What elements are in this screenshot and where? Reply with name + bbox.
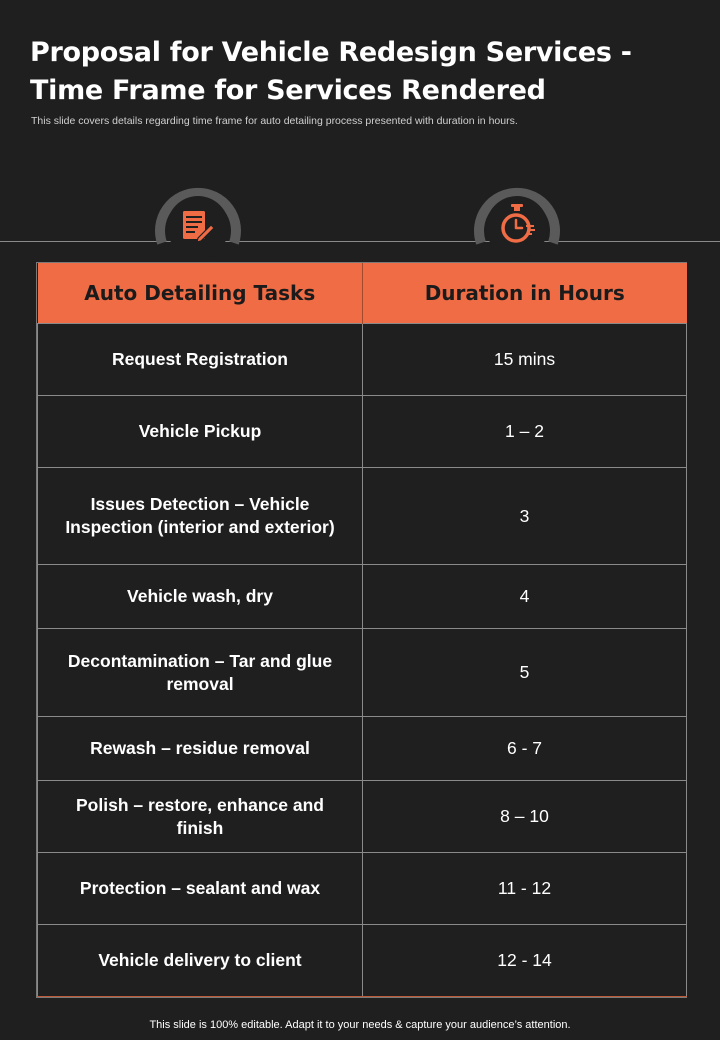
column-header-task: Auto Detailing Tasks xyxy=(38,263,363,324)
table-header-row xyxy=(38,263,687,324)
task-cell: Polish – restore, enhance and finish xyxy=(38,781,363,853)
task-cell: Rewash – residue removal xyxy=(38,717,363,781)
header-divider xyxy=(0,241,720,242)
task-cell: Vehicle Pickup xyxy=(38,396,363,468)
duration-cell: 1 – 2 xyxy=(363,396,687,468)
duration-cell: 8 – 10 xyxy=(363,781,687,853)
table-row xyxy=(38,853,687,925)
duration-cell: 3 xyxy=(363,468,687,565)
footer-note: This slide is 100% editable. Adapt it to your needs & capture your audience’s attention. xyxy=(149,1019,571,1031)
duration-badge xyxy=(473,183,561,271)
task-cell: Vehicle delivery to client xyxy=(38,925,363,997)
duration-cell: 5 xyxy=(363,629,687,717)
duration-cell: 4 xyxy=(363,565,687,629)
table-row xyxy=(38,324,687,396)
table-row xyxy=(38,565,687,629)
task-cell: Decontamination – Tar and glue removal xyxy=(38,629,363,717)
task-cell: Protection – sealant and wax xyxy=(38,853,363,925)
stopwatch-icon xyxy=(473,183,561,271)
tasks-badge xyxy=(154,183,242,271)
table-row xyxy=(38,396,687,468)
task-cell: Request Registration xyxy=(38,324,363,396)
table-row xyxy=(38,925,687,997)
duration-cell: 15 mins xyxy=(363,324,687,396)
table-row xyxy=(38,781,687,853)
table-row xyxy=(38,717,687,781)
task-cell: Issues Detection – Vehicle Inspection (interior and exterior) xyxy=(38,468,363,565)
duration-cell: 11 - 12 xyxy=(363,853,687,925)
page-subtitle: This slide covers details regarding time frame for auto detailing process presented with duration in hours. xyxy=(31,115,518,127)
column-header-duration: Duration in Hours xyxy=(363,263,687,324)
table-row xyxy=(38,468,687,565)
duration-cell: 6 - 7 xyxy=(363,717,687,781)
task-cell: Vehicle wash, dry xyxy=(38,565,363,629)
table-row xyxy=(38,629,687,717)
document-edit-icon xyxy=(154,183,242,271)
time-frame-table xyxy=(36,262,687,998)
duration-cell: 12 - 14 xyxy=(363,925,687,997)
page-title: Proposal for Vehicle Redesign Services - Time Frame for Services Rendered xyxy=(30,37,632,106)
